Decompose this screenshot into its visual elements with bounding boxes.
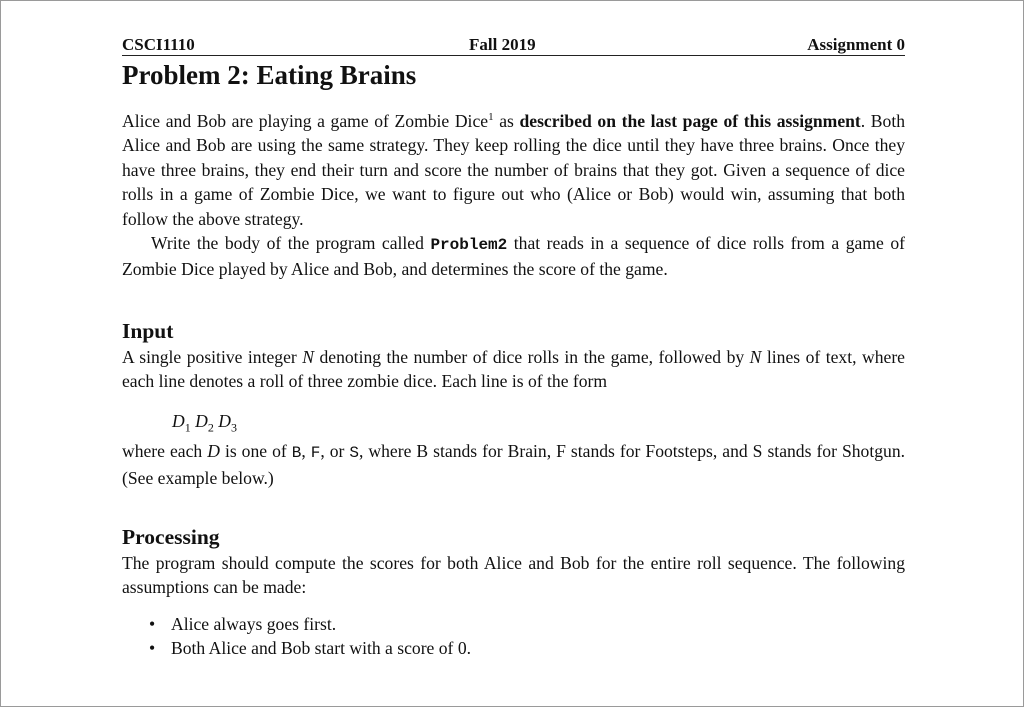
- intro-paragraph: [122, 109, 905, 231]
- legend-text-rest: , where B stands for Brain, F stands for Footsteps, and S stands for Shotgun. (See example below.): [122, 441, 906, 488]
- formula-d3: D: [218, 410, 231, 431]
- code-f: F: [310, 444, 321, 463]
- processing-heading: Processing: [122, 524, 220, 549]
- course-code: CSCI1110: [122, 35, 195, 54]
- input-text-start: A single positive integer: [122, 346, 303, 367]
- task-text-start: Write the body of the program called: [151, 233, 431, 254]
- legend-sep1: ,: [301, 441, 311, 462]
- input-paragraph: [122, 345, 905, 394]
- bullet-icon: •: [149, 613, 156, 634]
- dice-legend-paragraph: [122, 439, 905, 490]
- formula-sub2: 2: [207, 420, 214, 435]
- assumption-text: Both Alice and Bob start with a score of 0.: [171, 638, 472, 659]
- legend-text-start: where each: [122, 441, 208, 462]
- task-text-rest: that reads in a sequence of dice rolls from a game of Zombie Dice played by Alice and Bob, and determines the score of the game.: [122, 233, 905, 280]
- variable-n-second: N: [749, 346, 762, 367]
- term-label: Fall 2019: [469, 35, 536, 54]
- processing-paragraph: The program should compute the scores for both Alice and Bob for the entire roll sequence. The following assumptions can be made:: [122, 552, 905, 598]
- variable-d: D: [207, 441, 220, 462]
- code-s: S: [349, 444, 360, 463]
- dice-line-formula: [172, 409, 905, 440]
- intro-text-as: as: [493, 111, 520, 131]
- formula-d2: D: [195, 410, 208, 431]
- variable-n: N: [302, 346, 314, 367]
- intro-bold-reference: described on the last page of this assignment: [519, 111, 861, 131]
- formula-d1: D: [172, 410, 185, 431]
- problem-title: Problem 2: Eating Brains: [122, 60, 417, 90]
- input-text-middle: denoting the number of dice rolls in the game, followed by: [314, 346, 750, 367]
- input-heading: Input: [122, 318, 174, 343]
- task-paragraph: [122, 231, 905, 282]
- intro-text-rest: . Both Alice and Bob are using the same strategy. They keep rolling the dice until they have three brains. Once they have three brains, they end their turn and score the number of brains that they got. Given a sequence of dice rolls in a game of Zombie Dice, we want to figure out who (Alice or Bob) would win, assuming that both follow the above strategy.: [122, 111, 906, 229]
- bullet-icon: •: [149, 638, 156, 659]
- code-b: B: [291, 444, 302, 463]
- legend-text-oneof: is one of: [219, 441, 292, 462]
- formula-sub1: 1: [184, 420, 191, 435]
- list-item: [122, 612, 905, 636]
- formula-sub3: 3: [230, 420, 237, 435]
- input-text-end: lines of text, where each line denotes a roll of three zombie dice. Each line is of the form: [122, 346, 905, 392]
- footnote-marker: 1: [488, 111, 494, 124]
- program-name-code: Problem2: [430, 236, 508, 255]
- list-item: [122, 636, 905, 660]
- assumption-text: Alice always goes first.: [171, 613, 337, 634]
- intro-text-start: Alice and Bob are playing a game of Zombie Dice: [122, 111, 489, 131]
- page-content: [122, 33, 905, 661]
- assignment-label: Assignment 0: [807, 35, 905, 54]
- assumption-list: [122, 612, 905, 661]
- running-header: [122, 33, 905, 56]
- legend-sep2: , or: [320, 441, 350, 462]
